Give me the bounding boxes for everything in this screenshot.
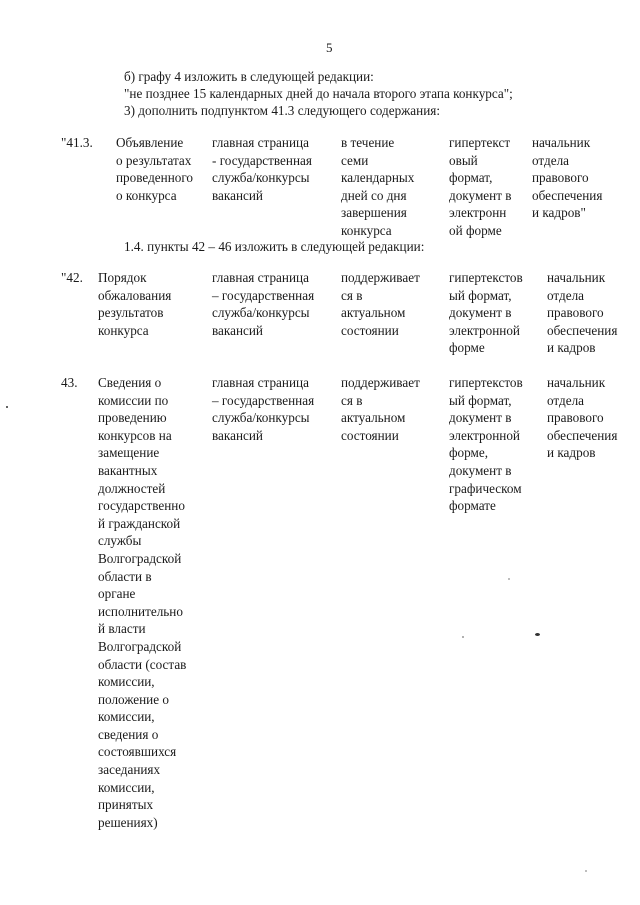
scan-speck (6, 406, 8, 408)
row-43-name-line: вакантных (98, 462, 158, 478)
row-43-name-line: комиссии, (98, 779, 155, 795)
row-41-3-location-line: главная страница (212, 135, 309, 150)
row-43-name-line: должностей (98, 480, 166, 496)
row-43-format-line: электронной (449, 427, 520, 443)
row-42-responsible (547, 269, 617, 357)
row-43-name-line: замещение (98, 445, 160, 461)
row-42-timing-line: состоянии (341, 322, 399, 338)
row-43-format-line: документ в (449, 410, 512, 426)
row-43-name-line: состоявшихся (98, 744, 177, 760)
row-43-format-line: ый формат, (449, 392, 512, 408)
row-42-name (98, 269, 171, 339)
row-42-timing-line: поддерживает (341, 270, 420, 285)
row-42-format-line: документ в (449, 305, 512, 321)
row-41-3-format (449, 134, 512, 240)
row-43-format-line: гипертекстов (449, 375, 523, 390)
row-43-format (449, 374, 523, 515)
row-43-name-line: службы (98, 533, 142, 549)
row-42-timing-line: ся в (341, 287, 363, 303)
row-41-3-responsible (532, 134, 602, 222)
row-42-timing-line: актуальном (341, 305, 406, 321)
row-41-3-name (116, 134, 193, 204)
row-43-responsible-line: начальник (547, 375, 606, 390)
row-43-name-line: положение о (98, 691, 169, 707)
row-42-name-line: результатов (98, 305, 164, 321)
scan-speck (535, 633, 540, 636)
row-43-format-line: формате (449, 498, 496, 514)
row-43-number: 43. (61, 375, 78, 390)
row-43-name-line: исполнительно (98, 603, 183, 619)
row-41-3-responsible-line: и кадров" (532, 205, 586, 221)
row-41-3-responsible-line: отдела (532, 152, 570, 168)
row-43-responsible-line: и кадров (547, 445, 596, 461)
row-41-3-location-line: служба/конкурсы (212, 170, 310, 186)
row-41-3-name-line: о конкурса (116, 187, 177, 203)
row-42-format-line: электронной (449, 322, 520, 338)
row-42-location-line: вакансий (212, 322, 263, 338)
row-43-name-line: принятых (98, 797, 154, 813)
row-42-format-line: ый формат, (449, 287, 512, 303)
row-43-timing-line: поддерживает (341, 375, 420, 390)
row-43-name-line: сведения о (98, 726, 159, 742)
row-41-3-location (212, 134, 312, 204)
row-43-name-line: заседаниях (98, 762, 161, 778)
row-43-name-line: решениях) (98, 814, 158, 830)
row-43-name (98, 374, 186, 831)
row-43-name-line: области в (98, 568, 152, 584)
intro-line-2: "не позднее 15 календарных дней до начала второго этапа конкурса"; (124, 86, 513, 101)
row-43-name-line: конкурсов на (98, 427, 172, 443)
row-43-name-line: Волгоградской (98, 550, 182, 566)
page-number: 5 (326, 40, 333, 55)
row-43-responsible-line: правового (547, 410, 604, 426)
row-42-location-line: – государственная (212, 287, 315, 303)
scan-speck (462, 636, 464, 638)
row-41-3-timing (341, 134, 414, 240)
row-43-format-line: документ в (449, 462, 512, 478)
row-43-name-line: комиссии, (98, 709, 155, 725)
row-42-name-line: конкурса (98, 322, 149, 338)
row-43-format-line: форме, (449, 445, 489, 461)
row-42-responsible-line: обеспечения (547, 322, 618, 338)
row-42-number: "42. (61, 270, 83, 285)
row-43-timing (341, 374, 420, 444)
row-42-responsible-line: начальник (547, 270, 606, 285)
row-43-name-line: й власти (98, 621, 146, 637)
row-41-3-name-line: о результатах (116, 152, 192, 168)
row-43-name-line: Сведения о (98, 375, 162, 390)
row-42-responsible-line: отдела (547, 287, 585, 303)
row-41-3-timing-line: календарных (341, 170, 415, 186)
row-41-3-format-line: ой форме (449, 222, 502, 238)
row-41-3-name-line: Объявление (116, 135, 184, 150)
row-43-timing-line: состоянии (341, 427, 399, 443)
row-42-location-line: главная страница (212, 270, 309, 285)
row-41-3-format-line: документ в (449, 187, 512, 203)
row-43-location (212, 374, 314, 444)
row-42-name-line: обжалования (98, 287, 172, 303)
row-41-3-timing-line: завершения (341, 205, 407, 221)
row-43-name-line: й гражданской (98, 515, 181, 531)
row-43-location-line: главная страница (212, 375, 309, 390)
row-42-location (212, 269, 314, 339)
row-43-timing-line: актуальном (341, 410, 406, 426)
row-43-location-line: – государственная (212, 392, 315, 408)
row-41-3-location-line: - государственная (212, 152, 312, 168)
row-42-format-line: форме (449, 340, 485, 356)
row-43-timing-line: ся в (341, 392, 363, 408)
row-42-format-line: гипертекстов (449, 270, 523, 285)
row-43-name-line: Волгоградской (98, 638, 182, 654)
scan-speck (585, 870, 587, 872)
row-41-3-responsible-line: обеспечения (532, 187, 603, 203)
row-42-location-line: служба/конкурсы (212, 305, 310, 321)
row-41-3-format-line: формат, (449, 170, 493, 186)
row-43-responsible (547, 374, 617, 462)
row-43-name-line: государственно (98, 498, 185, 514)
row-43-responsible-line: отдела (547, 392, 585, 408)
row-43-name-line: области (состав (98, 656, 187, 672)
row-43-name-line: органе (98, 586, 136, 602)
row-42-name-line: Порядок (98, 270, 147, 285)
row-41-3-timing-line: дней со дня (341, 187, 407, 203)
row-43-location-line: вакансий (212, 427, 263, 443)
row-42-format (449, 269, 523, 357)
row-42-responsible-line: правового (547, 305, 604, 321)
row-43-location-line: служба/конкурсы (212, 410, 310, 426)
section-line-1-4: 1.4. пункты 42 – 46 изложить в следующей редакции: (124, 239, 425, 254)
row-43-name-line: комиссии по (98, 392, 169, 408)
scan-speck (508, 578, 510, 580)
row-41-3-location-line: вакансий (212, 187, 263, 203)
intro-line-3: 3) дополнить подпунктом 41.3 следующего содержания: (124, 103, 440, 118)
row-41-3-timing-line: конкурса (341, 222, 392, 238)
row-41-3-format-line: гипертекст (449, 135, 511, 150)
row-41-3-number: "41.3. (61, 135, 93, 150)
row-41-3-format-line: овый (449, 152, 478, 168)
intro-line-1: б) графу 4 изложить в следующей редакции: (124, 69, 374, 84)
row-43-name-line: проведению (98, 410, 167, 426)
row-41-3-responsible-line: начальник (532, 135, 591, 150)
row-43-format-line: графическом (449, 480, 522, 496)
row-41-3-format-line: электронн (449, 205, 507, 221)
row-43-responsible-line: обеспечения (547, 427, 618, 443)
row-43-name-line: комиссии, (98, 674, 155, 690)
row-41-3-timing-line: в течение (341, 135, 395, 150)
row-41-3-responsible-line: правового (532, 170, 589, 186)
row-42-responsible-line: и кадров (547, 340, 596, 356)
row-42-timing (341, 269, 420, 339)
row-41-3-timing-line: семи (341, 152, 369, 168)
row-41-3-name-line: проведенного (116, 170, 194, 186)
